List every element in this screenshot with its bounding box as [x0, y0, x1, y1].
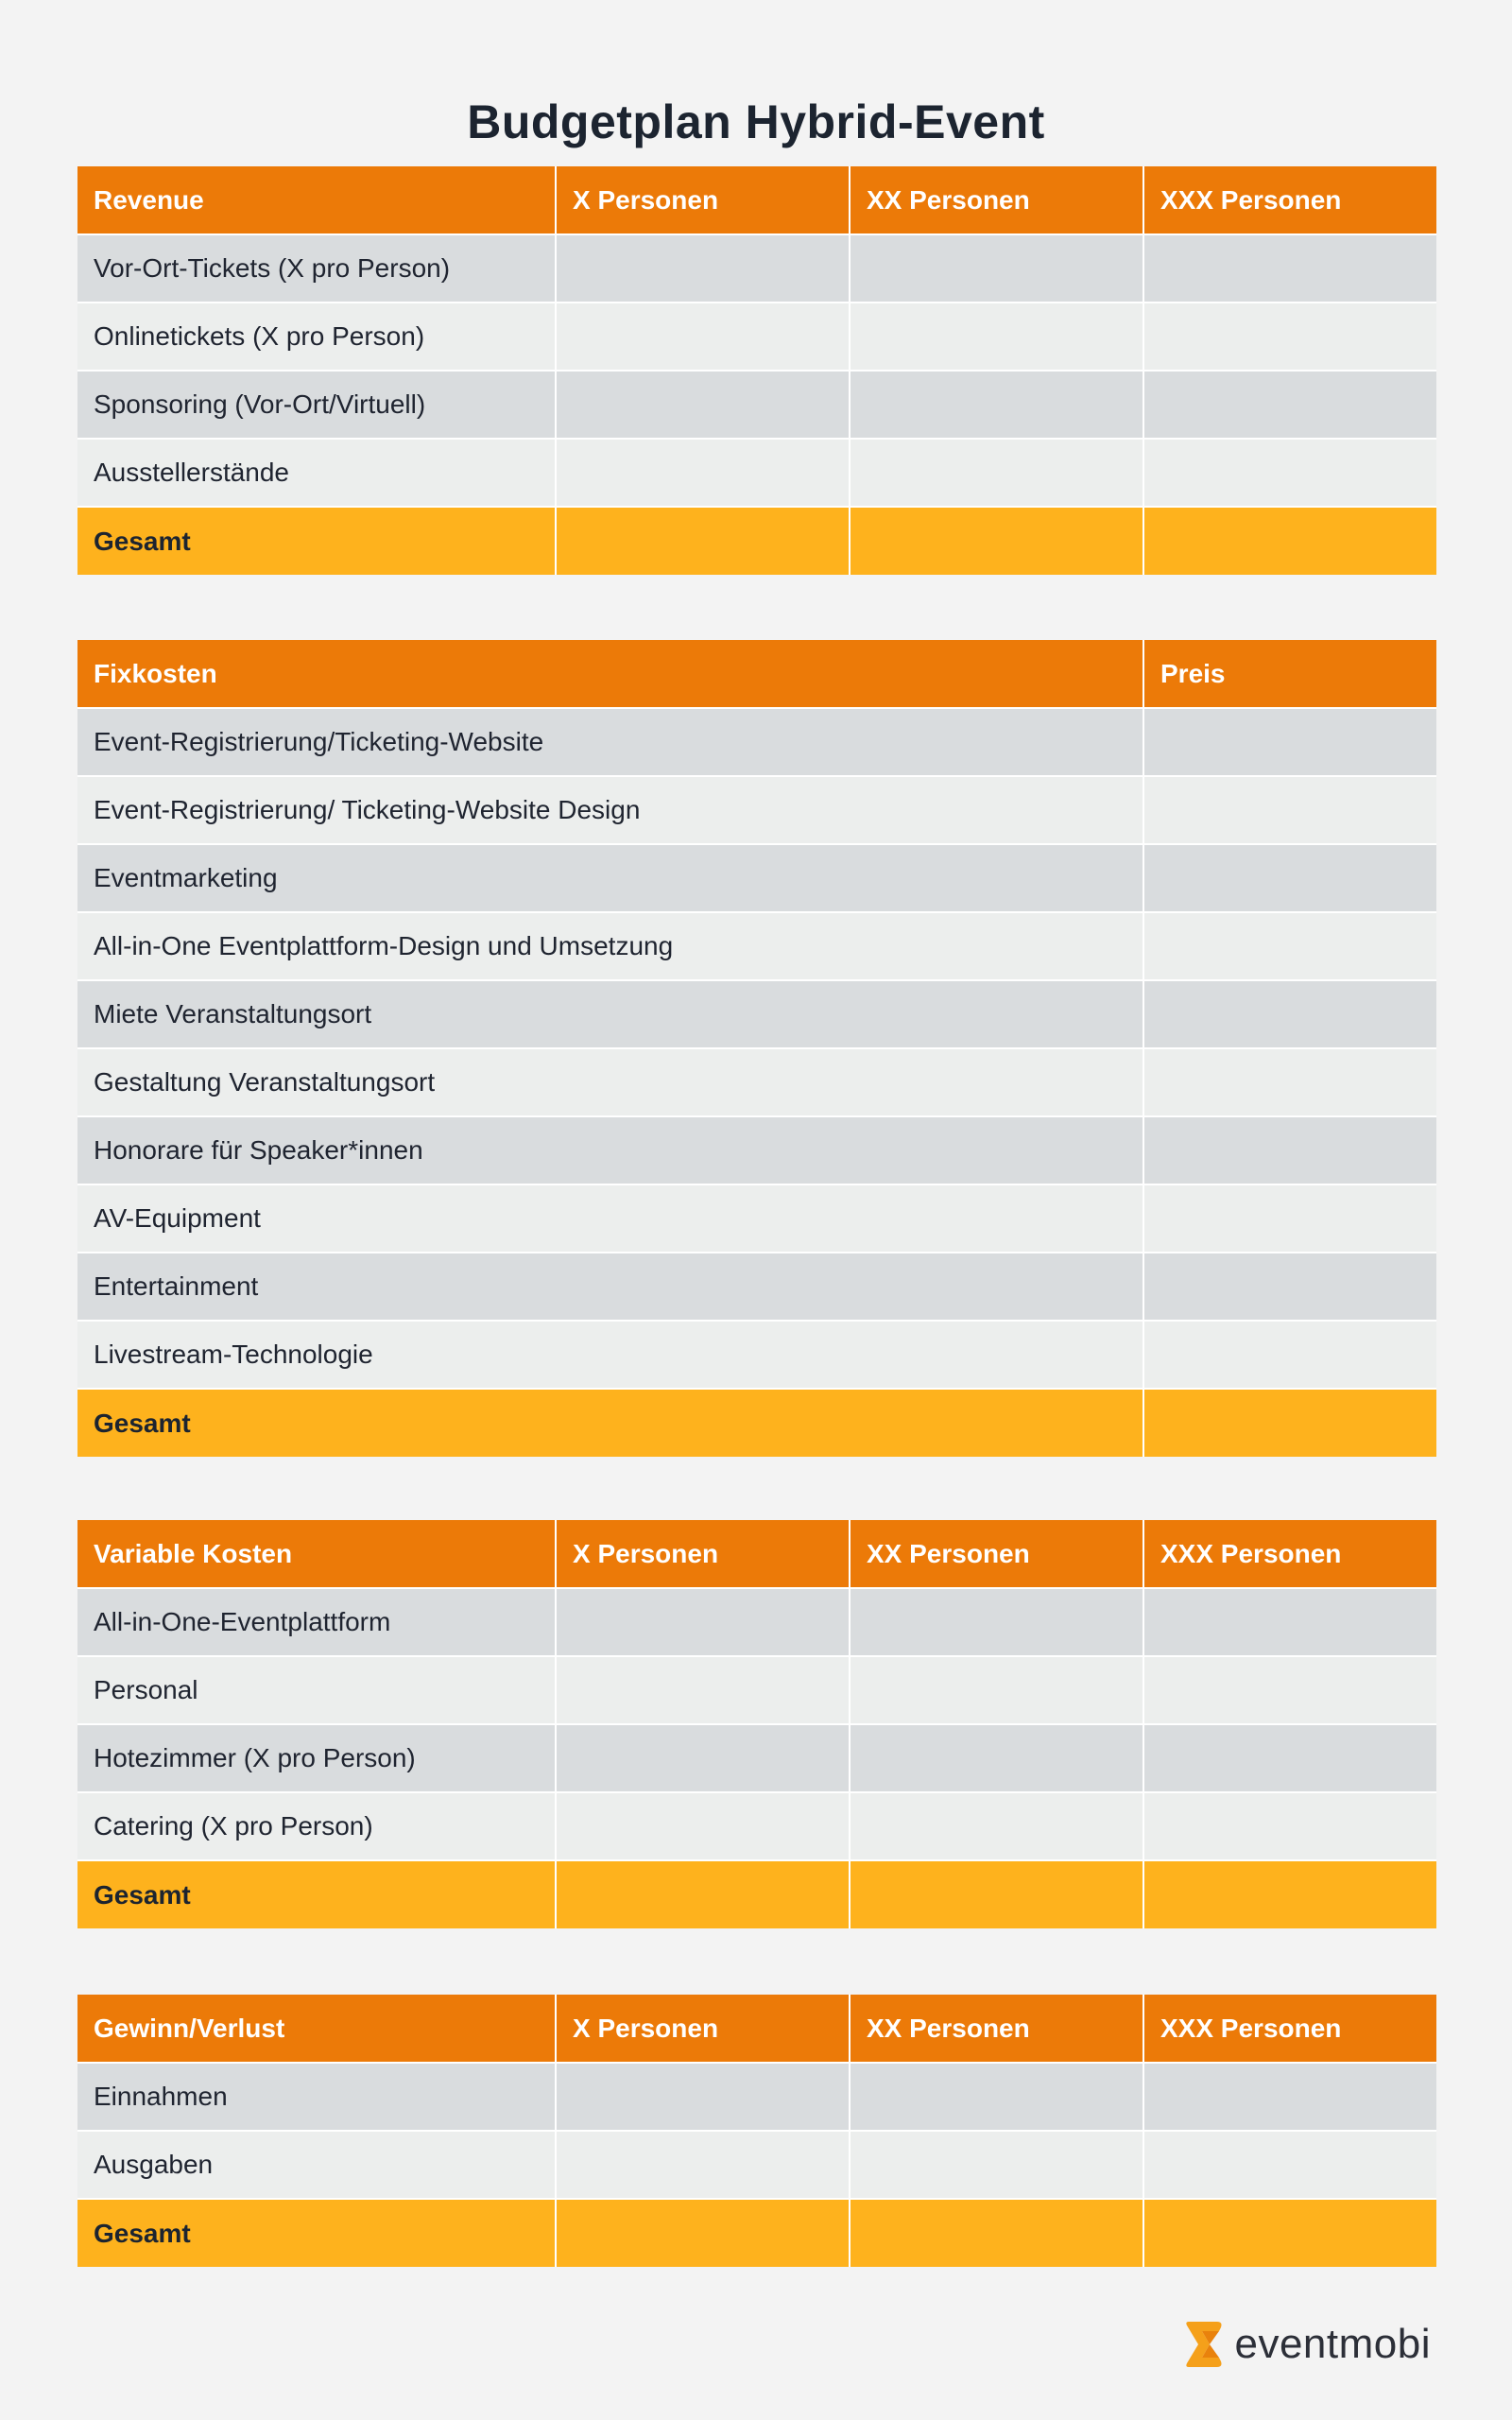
cell	[556, 2199, 850, 2267]
column-xxx-personen: XXX Personen	[1143, 1995, 1436, 2063]
table-row	[77, 1321, 1436, 1389]
table-row	[77, 912, 1436, 980]
eventmobi-logo	[1185, 2316, 1431, 2373]
cell	[850, 1792, 1143, 1860]
table-row	[77, 302, 1436, 371]
eventmobi-logo-icon	[1185, 2316, 1227, 2373]
column-xx-personen: XX Personen	[850, 166, 1143, 234]
cell	[850, 439, 1143, 507]
row-label: Entertainment	[77, 1253, 1143, 1321]
cell	[556, 439, 850, 507]
variable-kosten-table	[77, 1520, 1436, 1928]
row-label: Livestream-Technologie	[77, 1321, 1143, 1389]
fixkosten-header: Fixkosten	[77, 640, 1143, 708]
cell	[1143, 2131, 1436, 2199]
cell	[556, 371, 850, 439]
fixkosten-table	[77, 640, 1436, 1457]
gewinn-verlust-table	[77, 1995, 1436, 2267]
cell	[1143, 1656, 1436, 1724]
table-row	[77, 1184, 1436, 1253]
total-label: Gesamt	[77, 507, 556, 575]
cell	[1143, 439, 1436, 507]
cell	[850, 507, 1143, 575]
cell	[556, 507, 850, 575]
cell	[1143, 371, 1436, 439]
cell	[1143, 302, 1436, 371]
row-label: Event-Registrierung/Ticketing-Website	[77, 708, 1143, 776]
row-label: Hotezimmer (X pro Person)	[77, 1724, 556, 1792]
table-row	[77, 371, 1436, 439]
cell	[1143, 2063, 1436, 2131]
cell	[1143, 776, 1436, 844]
fixkosten-section	[77, 640, 1436, 1457]
cell	[556, 302, 850, 371]
cell	[556, 2131, 850, 2199]
row-label: Eventmarketing	[77, 844, 1143, 912]
row-label: Vor-Ort-Tickets (X pro Person)	[77, 234, 556, 302]
revenue-header: Revenue	[77, 166, 556, 234]
variable-kosten-section	[77, 1520, 1436, 1928]
column-xx-personen: XX Personen	[850, 1520, 1143, 1588]
cell	[1143, 234, 1436, 302]
row-label: Ausgaben	[77, 2131, 556, 2199]
cell	[850, 1724, 1143, 1792]
cell	[1143, 912, 1436, 980]
cell	[556, 1792, 850, 1860]
revenue-table	[77, 166, 1436, 575]
row-label: Gestaltung Veranstaltungsort	[77, 1048, 1143, 1116]
cell	[1143, 1321, 1436, 1389]
total-row	[77, 2199, 1436, 2267]
table-row	[77, 1588, 1436, 1656]
row-label: Personal	[77, 1656, 556, 1724]
column-x-personen: X Personen	[556, 1520, 850, 1588]
cell	[556, 234, 850, 302]
row-label: Onlinetickets (X pro Person)	[77, 302, 556, 371]
total-label: Gesamt	[77, 2199, 556, 2267]
table-header-row	[77, 640, 1436, 708]
table-row	[77, 1048, 1436, 1116]
table-row	[77, 980, 1436, 1048]
cell	[850, 371, 1143, 439]
row-label: Honorare für Speaker*innen	[77, 1116, 1143, 1184]
table-row	[77, 844, 1436, 912]
total-label: Gesamt	[77, 1860, 556, 1928]
table-row	[77, 1253, 1436, 1321]
cell	[1143, 1860, 1436, 1928]
total-row	[77, 1860, 1436, 1928]
column-xxx-personen: XXX Personen	[1143, 166, 1436, 234]
total-row	[77, 1389, 1436, 1457]
cell	[1143, 1389, 1436, 1457]
table-row	[77, 234, 1436, 302]
table-row	[77, 2063, 1436, 2131]
total-label: Gesamt	[77, 1389, 1143, 1457]
column-x-personen: X Personen	[556, 166, 850, 234]
table-row	[77, 2131, 1436, 2199]
table-row	[77, 708, 1436, 776]
logo-text: eventmobi	[1234, 2321, 1431, 2367]
table-row	[77, 439, 1436, 507]
column-preis: Preis	[1143, 640, 1436, 708]
table-row	[77, 776, 1436, 844]
table-header-row	[77, 1520, 1436, 1588]
cell	[1143, 2199, 1436, 2267]
cell	[1143, 980, 1436, 1048]
cell	[1143, 1048, 1436, 1116]
row-label: Event-Registrierung/ Ticketing-Website Design	[77, 776, 1143, 844]
table-row	[77, 1724, 1436, 1792]
cell	[1143, 1792, 1436, 1860]
table-row	[77, 1656, 1436, 1724]
table-header-row	[77, 1995, 1436, 2063]
table-row	[77, 1116, 1436, 1184]
row-label: Catering (X pro Person)	[77, 1792, 556, 1860]
total-row	[77, 507, 1436, 575]
row-label: Sponsoring (Vor-Ort/Virtuell)	[77, 371, 556, 439]
row-label: All-in-One-Eventplattform	[77, 1588, 556, 1656]
cell	[850, 1656, 1143, 1724]
page-title: Budgetplan Hybrid-Event	[467, 95, 1045, 148]
cell	[850, 2131, 1143, 2199]
cell	[850, 2199, 1143, 2267]
column-xx-personen: XX Personen	[850, 1995, 1143, 2063]
table-row	[77, 1792, 1436, 1860]
cell	[1143, 1184, 1436, 1253]
column-xxx-personen: XXX Personen	[1143, 1520, 1436, 1588]
cell	[556, 1588, 850, 1656]
cell	[1143, 507, 1436, 575]
cell	[1143, 708, 1436, 776]
cell	[850, 1588, 1143, 1656]
cell	[850, 1860, 1143, 1928]
cell	[556, 1724, 850, 1792]
cell	[1143, 1724, 1436, 1792]
cell	[1143, 844, 1436, 912]
gewinn-verlust-section	[77, 1995, 1436, 2267]
row-label: AV-Equipment	[77, 1184, 1143, 1253]
cell	[1143, 1588, 1436, 1656]
row-label: Einnahmen	[77, 2063, 556, 2131]
variable-kosten-header: Variable Kosten	[77, 1520, 556, 1588]
row-label: Miete Veranstaltungsort	[77, 980, 1143, 1048]
row-label: Ausstellerstände	[77, 439, 556, 507]
table-header-row	[77, 166, 1436, 234]
column-x-personen: X Personen	[556, 1995, 850, 2063]
cell	[850, 2063, 1143, 2131]
cell	[1143, 1116, 1436, 1184]
cell	[556, 1860, 850, 1928]
cell	[850, 234, 1143, 302]
revenue-section	[77, 166, 1436, 575]
cell	[556, 1656, 850, 1724]
cell	[1143, 1253, 1436, 1321]
cell	[850, 302, 1143, 371]
row-label: All-in-One Eventplattform-Design und Umsetzung	[77, 912, 1143, 980]
gewinn-verlust-header: Gewinn/Verlust	[77, 1995, 556, 2063]
cell	[556, 2063, 850, 2131]
